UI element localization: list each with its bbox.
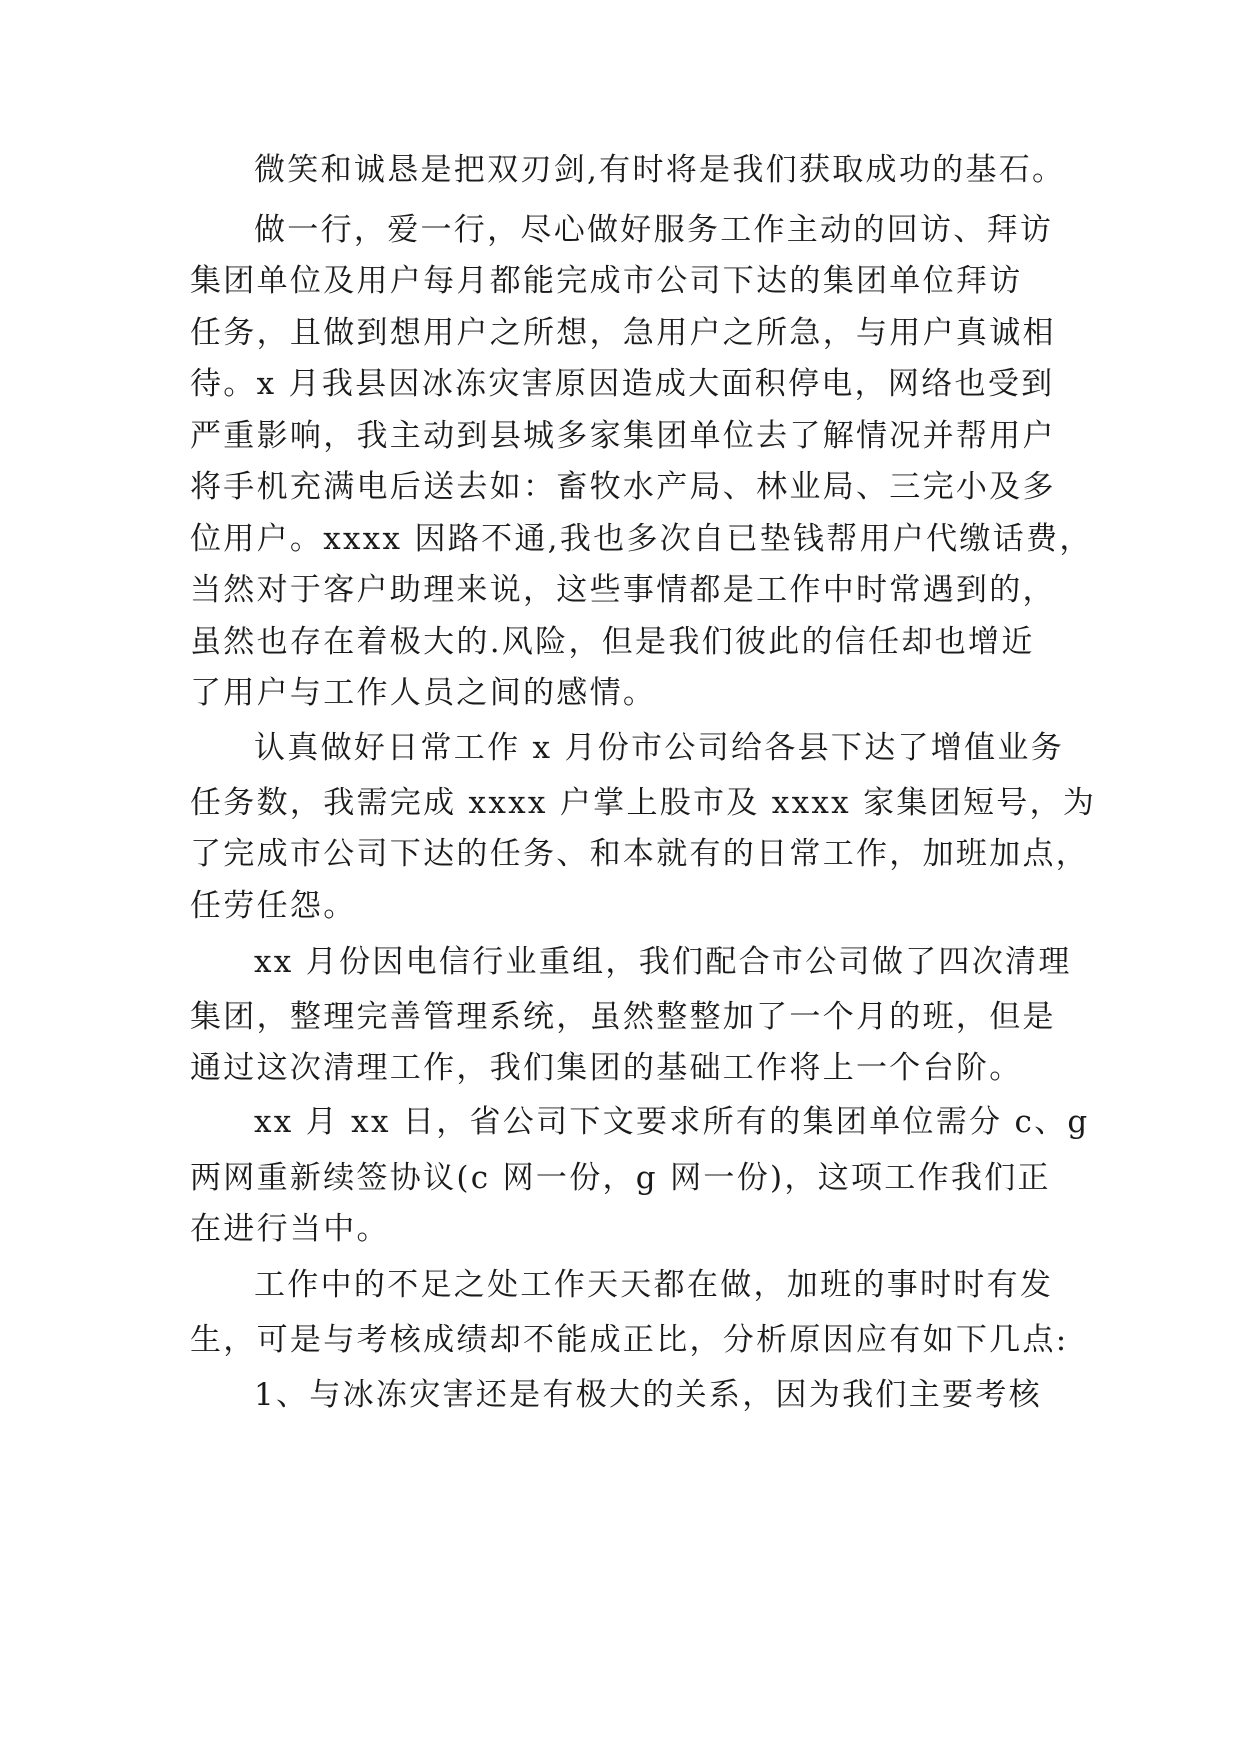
text-line: 集团，整理完善管理系统，虽然整整加了一个月的班，但是 bbox=[190, 999, 1056, 1035]
text-line: 位用户。xxxx 因路不通,我也多次自已垫钱帮用户代缴话费， bbox=[190, 521, 1093, 557]
text-line: 了用户与工作人员之间的感情。 bbox=[190, 675, 657, 711]
text-line: 待。x 月我县因冰冻灾害原因造成大面积停电，网络也受到 bbox=[190, 366, 1055, 402]
text-line: 严重影响，我主动到县城多家集团单位去了解情况并帮用户 bbox=[190, 418, 1056, 454]
text-line: 认真做好日常工作 x 月份市公司给各县下达了增值业务 bbox=[254, 730, 1064, 766]
text-line: 微笑和诚恳是把双刃剑,有时将是我们获取成功的基石。 bbox=[254, 152, 1066, 188]
text-line: 了完成市公司下达的任务、和本就有的日常工作，加班加点， bbox=[190, 836, 1090, 872]
text-line: 任务，且做到想用户之所想，急用户之所急，与用户真诚相 bbox=[190, 315, 1056, 351]
text-line: 做一行，爱一行，尽心做好服务工作主动的回访、拜访 bbox=[254, 212, 1054, 248]
text-line: 当然对于客户助理来说，这些事情都是工作中时常遇到的， bbox=[190, 572, 1056, 608]
text-line: 任劳任怨。 bbox=[190, 888, 357, 924]
text-line: 两网重新续签协议(c 网一份，g 网一份)，这项工作我们正 bbox=[190, 1160, 1051, 1196]
text-line: 集团单位及用户每月都能完成市公司下达的集团单位拜访 bbox=[190, 263, 1023, 299]
text-line: 通过这次清理工作，我们集团的基础工作将上一个台阶。 bbox=[190, 1050, 1023, 1086]
text-line: 任务数，我需完成 xxxx 户掌上股市及 xxxx 家集团短号，为 bbox=[190, 785, 1097, 821]
text-line: 工作中的不足之处工作天天都在做，加班的事时时有发 bbox=[254, 1267, 1054, 1303]
text-line: 将手机充满电后送去如：畜牧水产局、林业局、三完小及多 bbox=[190, 469, 1056, 505]
text-line: 虽然也存在着极大的.风险，但是我们彼此的信任却也增近 bbox=[190, 624, 1035, 660]
text-line: xx 月份因电信行业重组，我们配合市公司做了四次清理 bbox=[254, 944, 1072, 980]
text-line: xx 月 xx 日，省公司下文要求所有的集团单位需分 c、g bbox=[254, 1104, 1090, 1140]
text-line: 1、与冰冻灾害还是有极大的关系，因为我们主要考核 bbox=[254, 1377, 1042, 1413]
text-line: 生，可是与考核成绩却不能成正比，分析原因应有如下几点: bbox=[190, 1322, 1069, 1358]
text-line: 在进行当中。 bbox=[190, 1211, 390, 1247]
